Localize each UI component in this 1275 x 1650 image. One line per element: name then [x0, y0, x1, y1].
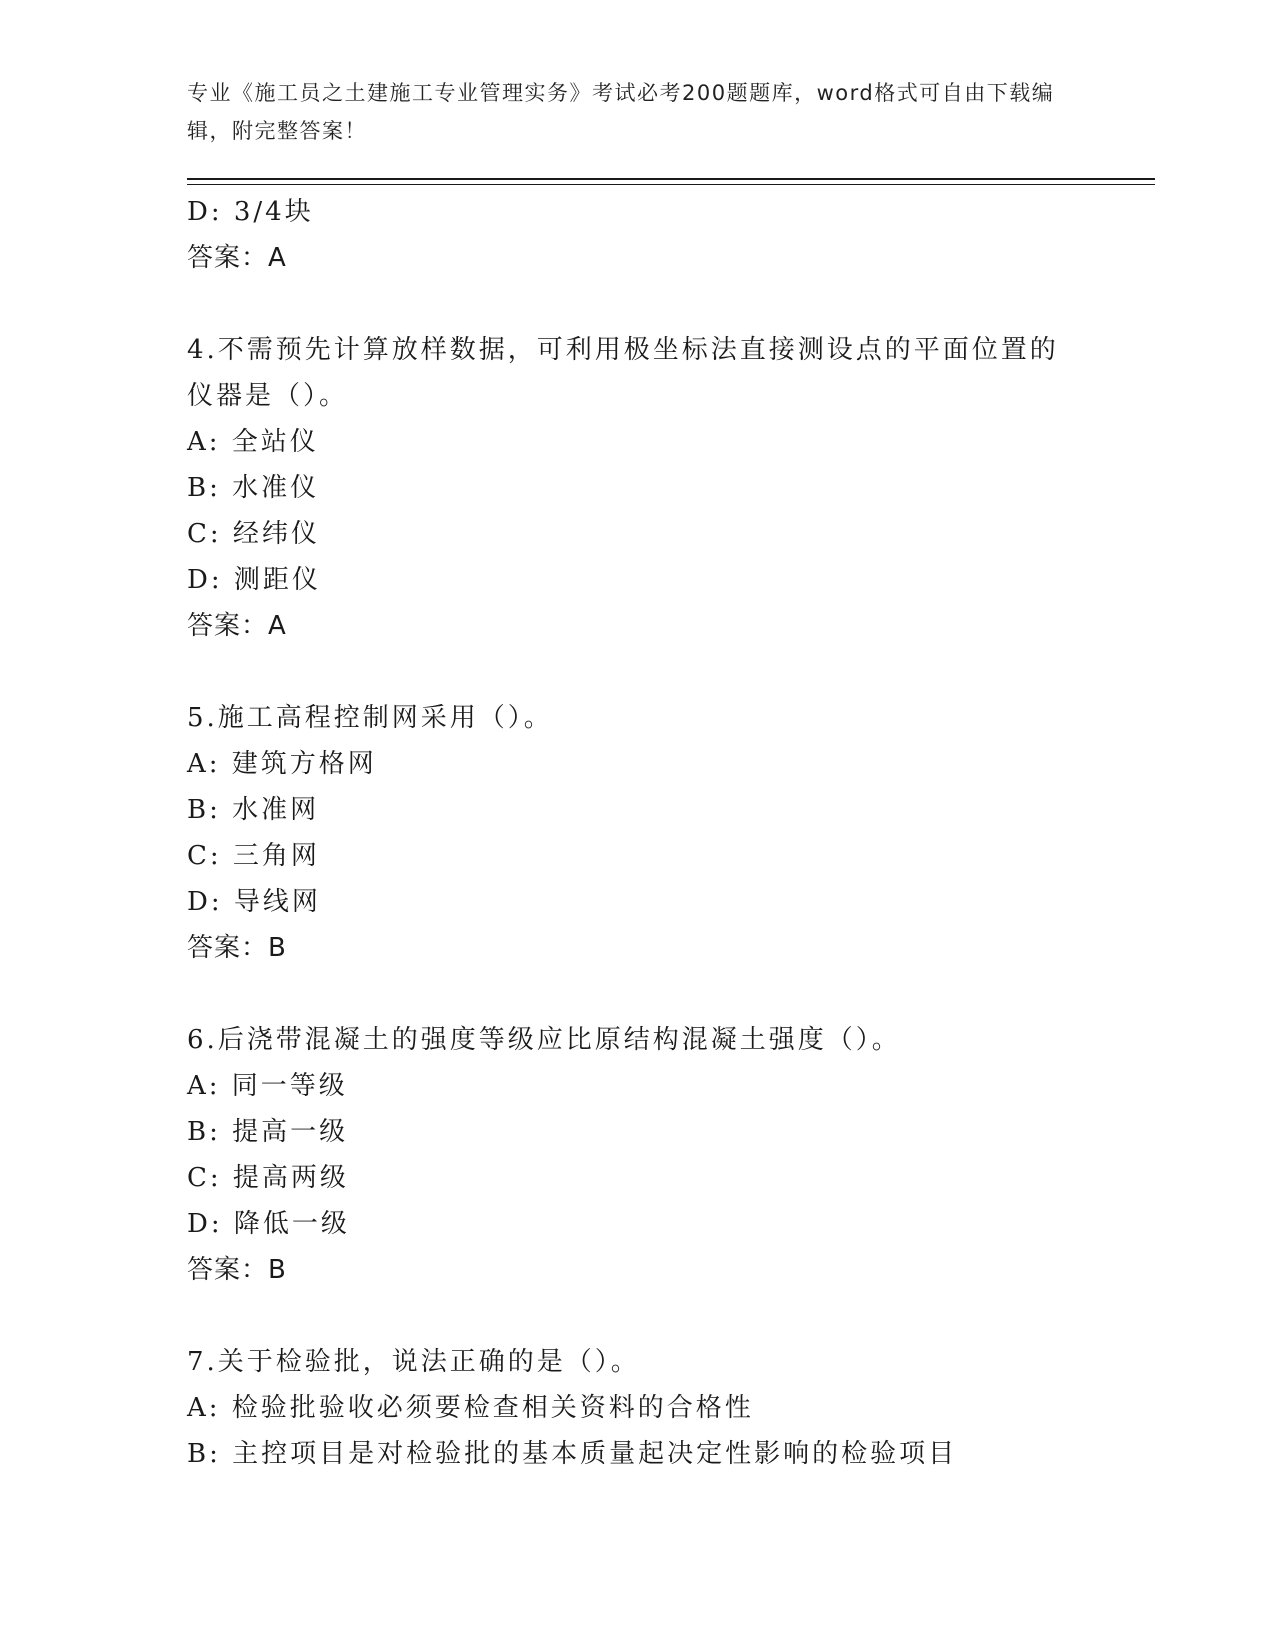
option-line: A: 建筑方格网 — [187, 749, 377, 779]
option-line: D: 降低一级 — [187, 1209, 350, 1239]
option-line: B: 水准仪 — [187, 473, 320, 503]
option-line: A: 同一等级 — [187, 1071, 348, 1101]
question-block — [187, 1339, 1155, 1477]
option-line: A: 全站仪 — [187, 427, 319, 457]
question-list — [187, 189, 1155, 1477]
option-line: D: 导线网 — [187, 887, 321, 917]
option-line: D: 3/4块 — [187, 197, 314, 227]
question-text: 6.后浇带混凝土的强度等级应比原结构混凝土强度（）。 — [187, 1025, 901, 1055]
question-text: 5.施工高程控制网采用（）。 — [187, 703, 553, 733]
header-divider-thin — [187, 184, 1155, 185]
header-divider-thick — [187, 178, 1155, 180]
document-header — [187, 74, 1067, 150]
option-line: B: 提高一级 — [187, 1117, 349, 1147]
option-line: D: 测距仪 — [187, 565, 321, 595]
option-line: A: 检验批验收必须要检查相关资料的合格性 — [187, 1393, 754, 1423]
document-title: 专业《施工员之土建施工专业管理实务》考试必考200题题库，word格式可自由下载编辑，附完整答案！ — [187, 81, 1055, 143]
option-line: B: 主控项目是对检验批的基本质量起决定性影响的检验项目 — [187, 1439, 958, 1469]
question-block — [187, 327, 1155, 649]
option-line: B: 水准网 — [187, 795, 320, 825]
answer-line: 答案：A — [187, 611, 287, 641]
question-text: 4.不需预先计算放样数据，可利用极坐标法直接测设点的平面位置的仪器是（）。 — [187, 335, 1059, 411]
answer-line: 答案：B — [187, 1255, 287, 1285]
answer-line: 答案：A — [187, 243, 287, 273]
question-text: 7.关于检验批，说法正确的是（）。 — [187, 1347, 640, 1377]
answer-line: 答案：B — [187, 933, 287, 963]
option-line: C: 提高两级 — [187, 1163, 349, 1193]
question-block — [187, 695, 1155, 971]
option-line: C: 三角网 — [187, 841, 320, 871]
question-block — [187, 1017, 1155, 1293]
option-line: C: 经纬仪 — [187, 519, 320, 549]
